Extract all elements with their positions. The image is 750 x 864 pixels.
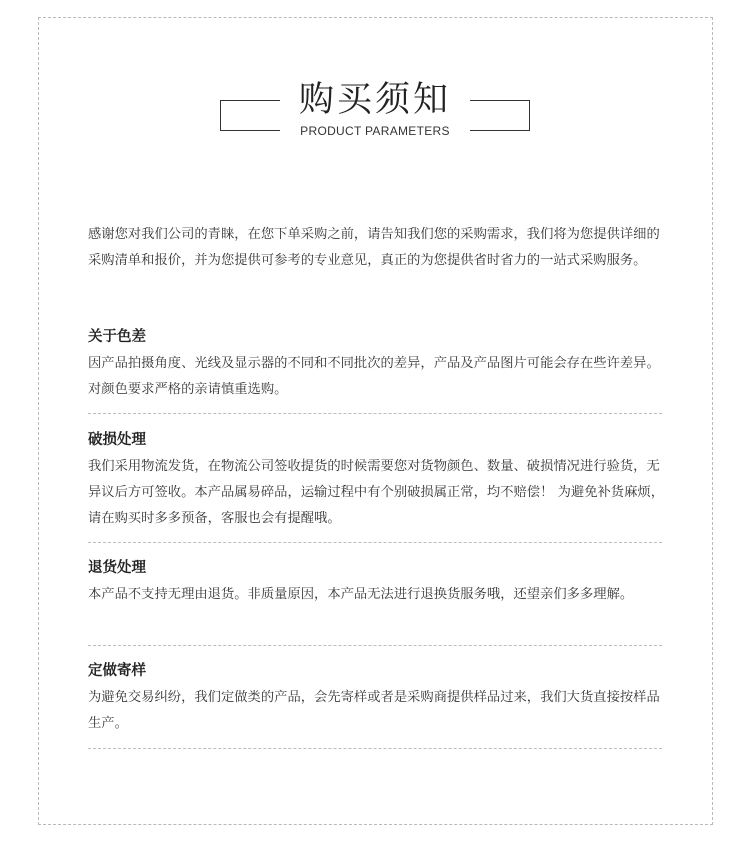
page-subtitle: PRODUCT PARAMETERS — [300, 124, 450, 138]
divider — [88, 748, 662, 749]
section-body: 本产品不支持无理由退货。非质量原因，本产品无法进行退换货服务哦，还望亲们多多理解。 — [88, 587, 634, 602]
section-damage-handling — [88, 428, 666, 532]
page-title: 购买须知 — [298, 80, 451, 120]
header — [220, 78, 530, 148]
section-returns — [88, 556, 666, 608]
section-custom-samples — [88, 659, 666, 737]
divider — [88, 413, 662, 414]
section-title: 退货处理 — [88, 560, 146, 576]
section-color-difference — [88, 325, 666, 403]
section-body: 我们采用物流发货，在物流公司签收提货的时候需要您对货物颜色、数量、破损情况进行验货，无异议后方可签收。本产品属易碎品，运输过程中有个别破损属正常，均不赔偿！ 为避免补货麻烦，请在购买时多多预备，客服也会有提醒哦。 — [88, 459, 664, 526]
section-body: 为避免交易纠纷，我们定做类的产品，会先寄样或者是采购商提供样品过来，我们大货直接按样品生产。 — [88, 690, 660, 731]
section-title: 破损处理 — [88, 432, 146, 448]
divider — [88, 542, 662, 543]
section-title: 关于色差 — [88, 329, 146, 345]
section-body: 因产品拍摄角度、光线及显示器的不同和不同批次的差异，产品及产品图片可能会存在些许差异。对颜色要求严格的亲请慎重选购。 — [88, 356, 660, 397]
divider — [88, 645, 662, 646]
intro-paragraph: 感谢您对我们公司的青睐，在您下单采购之前，请告知我们您的采购需求，我们将为您提供详细的采购清单和报价，并为您提供可参考的专业意见，真正的为您提供省时省力的一站式采购服务。 — [88, 227, 660, 268]
section-title: 定做寄样 — [88, 663, 146, 679]
